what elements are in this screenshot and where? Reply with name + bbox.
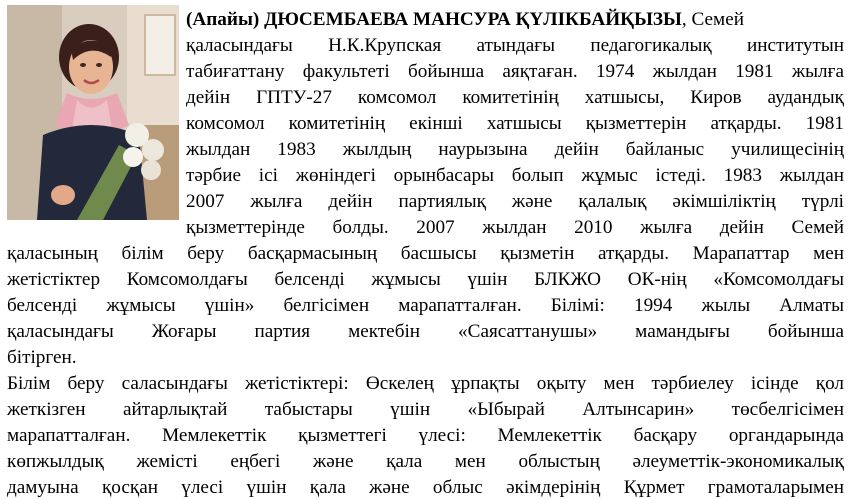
- bio-line-1: [186, 8, 844, 32]
- bio-line-6: жылдан 1983 жылдың наурызына дейін байланыс училищесінің: [186, 139, 844, 160]
- bio-line-5: комсомол комитетінің екінші хатшысы қызметтерін атқарды. 1981: [186, 113, 844, 134]
- bio-line-11: жетістіктер Комсомолдағы белсенді жұмысы үшін БЛКЖО ОК-нің «Комсомолдағы: [7, 269, 844, 290]
- bio-line-10: қаласының білім беру басқармасының басшысы қызметін атқарды. Марапаттар мен: [7, 243, 844, 264]
- bio-line-8: 2007 жылға дейін партиялық және қалалық әкімшіліктің түрлі: [186, 191, 844, 212]
- achievements-line-5: дамуына қосқан үлесі үшін қала және облыс әкімдерінің Құрмет грамоталарымен: [7, 477, 844, 498]
- person-name: (Апайы) ДЮСЕМБАЕВА МАНСУРА ҚҮЛІКБАЙҚЫЗЫ: [186, 9, 682, 30]
- achievements-line-2: жеткізген айтарлықтай табыстары үшін «Ыбырай Алтынсарин» төсбелгісімен: [7, 399, 844, 420]
- bio-line-7: тәрбие ісі жөніндегі орынбасары болып жұмыс істеді. 1983 жылдан: [186, 165, 844, 186]
- bio-line-13: қаласындағы Жоғары партия мектебін «Саясаттанушы» мамандығы бойынша: [7, 321, 844, 342]
- achievements-line-3: марапатталған. Мемлекеттік қызметтегі үлесі: Мемлекеттік басқару органдарында: [7, 425, 844, 446]
- bio-line-9: қызметтерінде болды. 2007 жылдан 2010 жылға дейін Семей: [186, 217, 844, 238]
- bio-line-4: дейін ГПТУ-27 комсомол комитетінің хатшысы, Киров аудандық: [186, 87, 844, 108]
- bio-line-2: қаласындағы Н.К.Крупская атындағы педагогикалық институтын: [186, 35, 844, 56]
- bio-line-12: белсенді жұмысы үшін» белгісімен марапатталған. Білімі: 1994 жылы Алматы: [7, 295, 844, 316]
- achievements-line-4: көпжылдық жемісті еңбегі және қала мен облыстың әлеуметтік-экономикалық: [7, 451, 844, 472]
- bio-line-14: бітірген.: [7, 347, 77, 368]
- portrait-photo: [7, 5, 179, 220]
- bio-line-1-rest: , Семей: [681, 9, 744, 30]
- achievements-line-1: Білім беру саласындағы жетістіктері: Өскелең ұрпақты оқыту мен тәрбиелеу ісінде қол: [7, 373, 844, 394]
- bio-line-3: табиғаттану факультеті бойынша аяқтаған. 1974 жылдан 1981 жылға: [186, 61, 844, 82]
- portrait-image: [7, 5, 179, 220]
